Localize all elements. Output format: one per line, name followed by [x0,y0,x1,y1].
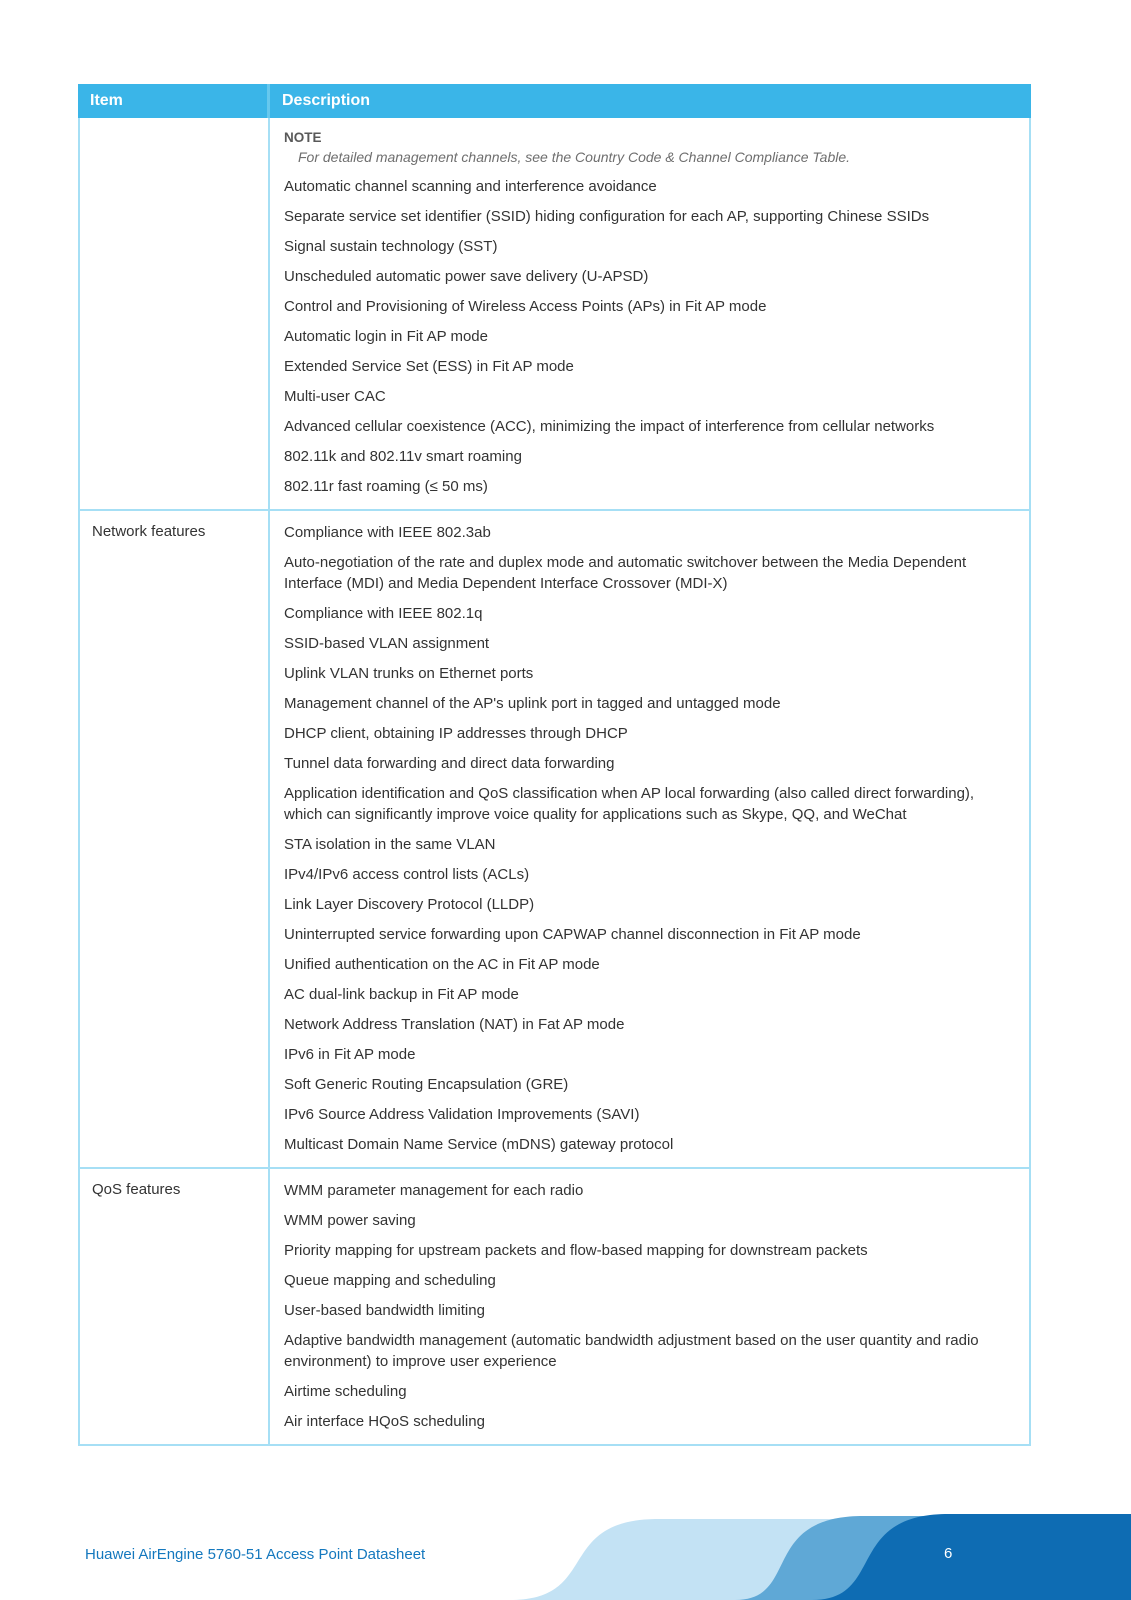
feature-line: Uplink VLAN trunks on Ethernet ports [284,665,534,682]
note-label: NOTE [284,130,322,145]
feature-line: Signal sustain technology (SST) [284,238,498,255]
footer-doc-title: Huawei AirEngine 5760-51 Access Point Datasheet [85,1546,426,1563]
spec-table [78,84,1031,1446]
column-header-description: Description [282,92,371,109]
table-header-row [78,84,1031,118]
feature-line: Link Layer Discovery Protocol (LLDP) [284,896,535,913]
description-cell [270,511,1029,1167]
feature-line: Multi-user CAC [284,388,386,405]
feature-line: 802.11k and 802.11v smart roaming [284,448,522,465]
table-row [80,118,1029,509]
description-cell [270,1169,1029,1444]
item-cell: QoS features [80,1169,270,1444]
feature-line: DHCP client, obtaining IP addresses through DHCP [284,725,628,742]
feature-line: Airtime scheduling [284,1383,407,1400]
feature-line: IPv4/IPv6 access control lists (ACLs) [284,866,530,883]
item-cell [80,118,270,509]
feature-line: Soft Generic Routing Encapsulation (GRE) [284,1076,569,1093]
feature-line: Advanced cellular coexistence (ACC), minimizing the impact of interference from cellular networks [284,418,935,435]
feature-line: Compliance with IEEE 802.3ab [284,524,491,541]
feature-line: Priority mapping for upstream packets and flow-based mapping for downstream packets [284,1242,868,1259]
page-number: 6 [944,1545,953,1562]
table-row [80,1167,1029,1444]
table-body [80,118,1029,1444]
feature-line: 802.11r fast roaming (≤ 50 ms) [284,478,488,495]
feature-line: Unified authentication on the AC in Fit AP mode [284,956,600,973]
feature-line: Queue mapping and scheduling [284,1272,496,1289]
feature-line: User-based bandwidth limiting [284,1302,485,1319]
feature-line: Unscheduled automatic power save delivery (U-APSD) [284,268,649,285]
feature-line: WMM parameter management for each radio [284,1182,584,1199]
item-cell: Network features [80,511,270,1167]
feature-line: Control and Provisioning of Wireless Access Points (APs) in Fit AP mode [284,298,767,315]
feature-line: Separate service set identifier (SSID) hiding configuration for each AP, supporting Chinese SSIDs [284,208,930,225]
feature-line: Adaptive bandwidth management (automatic bandwidth adjustment based on the user quantity and radio environment) to improve user experience [284,1332,979,1370]
feature-line: Uninterrupted service forwarding upon CAPWAP channel disconnection in Fit AP mode [284,926,861,943]
feature-line: SSID-based VLAN assignment [284,635,490,652]
feature-line: IPv6 Source Address Validation Improvements (SAVI) [284,1106,640,1123]
table-row [80,509,1029,1167]
feature-line: Application identification and QoS classification when AP local forwarding (also called direct forwarding), which can significantly improve voice quality for applications such as Skype, QQ, and WeChat [284,785,975,823]
footer-wave-graphic [0,1485,1131,1600]
feature-line: Auto-negotiation of the rate and duplex mode and automatic switchover between the Media Dependent Interface (MDI) and Media Dependent Interface Crossover (MDI-X) [284,554,967,592]
feature-line: Multicast Domain Name Service (mDNS) gateway protocol [284,1136,674,1153]
feature-line: WMM power saving [284,1212,416,1229]
feature-line: IPv6 in Fit AP mode [284,1046,416,1063]
feature-line: Network Address Translation (NAT) in Fat AP mode [284,1016,625,1033]
feature-line: Automatic channel scanning and interference avoidance [284,178,657,195]
note-text: For detailed management channels, see the Country Code & Channel Compliance Table. [298,149,851,165]
description-cell [270,118,1029,509]
feature-line: Automatic login in Fit AP mode [284,328,488,345]
column-header-item: Item [78,84,270,118]
feature-line: Air interface HQoS scheduling [284,1413,485,1430]
feature-line: Extended Service Set (ESS) in Fit AP mode [284,358,574,375]
feature-line: STA isolation in the same VLAN [284,836,496,853]
feature-line: Tunnel data forwarding and direct data forwarding [284,755,615,772]
feature-line: AC dual-link backup in Fit AP mode [284,986,519,1003]
feature-line: Management channel of the AP's uplink port in tagged and untagged mode [284,695,781,712]
feature-line: Compliance with IEEE 802.1q [284,605,483,622]
